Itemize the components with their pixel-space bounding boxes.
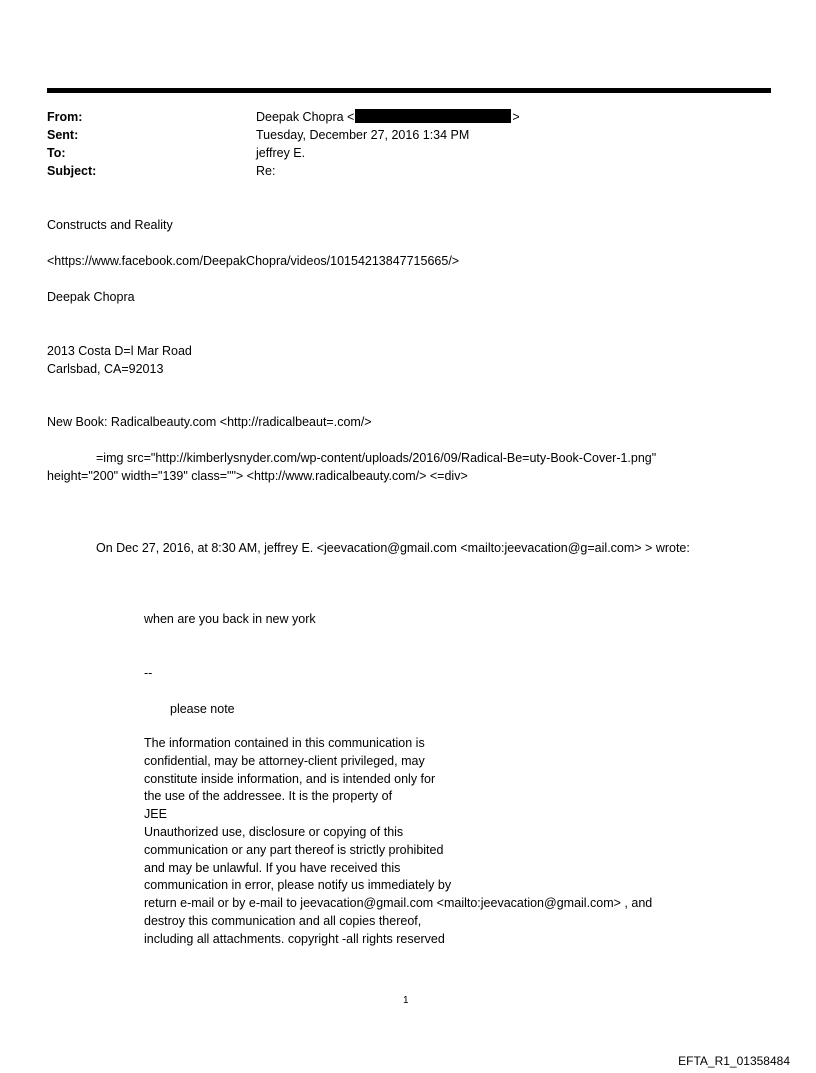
from-close: >	[512, 110, 520, 124]
quote-separator: --	[144, 666, 153, 680]
disclaimer-line: communication in error, please notify us immediately by	[144, 878, 452, 893]
subject-value: Re:	[256, 164, 276, 178]
quote-header: On Dec 27, 2016, at 8:30 AM, jeffrey E. <jeevacation@gmail.com <mailto:jeevacation@g=ail.com> > wrote:	[96, 541, 690, 555]
address-line-2: Carlsbad, CA=92013	[47, 362, 164, 376]
img-line-1: =img src="http://kimberlysnyder.com/wp-content/uploads/2016/09/Radical-Be=uty-Book-Cover-1.png"	[96, 451, 657, 465]
from-value	[256, 108, 771, 126]
body-title: Constructs and Reality	[47, 218, 173, 232]
sent-value: Tuesday, December 27, 2016 1:34 PM	[256, 128, 470, 142]
disclaimer	[144, 735, 652, 949]
redaction-block	[355, 109, 511, 123]
from-label: From:	[47, 110, 83, 124]
sent-row	[47, 126, 771, 144]
subject-row	[47, 162, 771, 180]
disclaimer-line: the use of the addressee. It is the property of	[144, 789, 393, 804]
to-value: jeffrey E.	[256, 146, 306, 160]
img-line-2: height="200" width="139" class=""> <http://www.radicalbeauty.com/> <=div>	[47, 469, 468, 483]
disclaimer-line: constitute inside information, and is intended only for	[144, 771, 436, 786]
disclaimer-line: return e-mail or by e-mail to jeevacation@gmail.com <mailto:jeevacation@gmail.com> , and	[144, 896, 653, 911]
new-book-line: New Book: Radicalbeauty.com <http://radicalbeaut=.com/>	[47, 415, 372, 429]
disclaimer-line: Unauthorized use, disclosure or copying of this	[144, 824, 404, 839]
sent-label: Sent:	[47, 128, 79, 142]
disclaimer-line: communication or any part thereof is strictly prohibited	[144, 842, 444, 857]
subject-label: Subject:	[47, 164, 97, 178]
header-rule	[47, 88, 771, 93]
disclaimer-line: destroy this communication and all copies thereof,	[144, 913, 422, 928]
video-link[interactable]: <https://www.facebook.com/DeepakChopra/videos/10154213847715665/>	[47, 254, 460, 268]
from-name: Deepak Chopra <	[256, 110, 355, 124]
bates-number: EFTA_R1_01358484	[678, 1054, 790, 1068]
disclaimer-line: including all attachments. copyright -all rights reserved	[144, 931, 445, 946]
disclaimer-line: JEE	[144, 807, 167, 822]
quote-question: when are you back in new york	[144, 612, 316, 626]
to-label: To:	[47, 146, 66, 160]
signature-name: Deepak Chopra	[47, 290, 135, 304]
page-number: 1	[403, 995, 409, 1006]
disclaimer-line: The information contained in this communication is	[144, 736, 425, 750]
email-header	[47, 108, 771, 180]
to-row	[47, 144, 771, 162]
disclaimer-line: and may be unlawful. If you have received this	[144, 860, 401, 875]
disclaimer-line: confidential, may be attorney-client privileged, may	[144, 753, 425, 768]
from-row	[47, 108, 771, 126]
address-line-1: 2013 Costa D=l Mar Road	[47, 344, 192, 358]
please-note: please note	[170, 702, 235, 716]
